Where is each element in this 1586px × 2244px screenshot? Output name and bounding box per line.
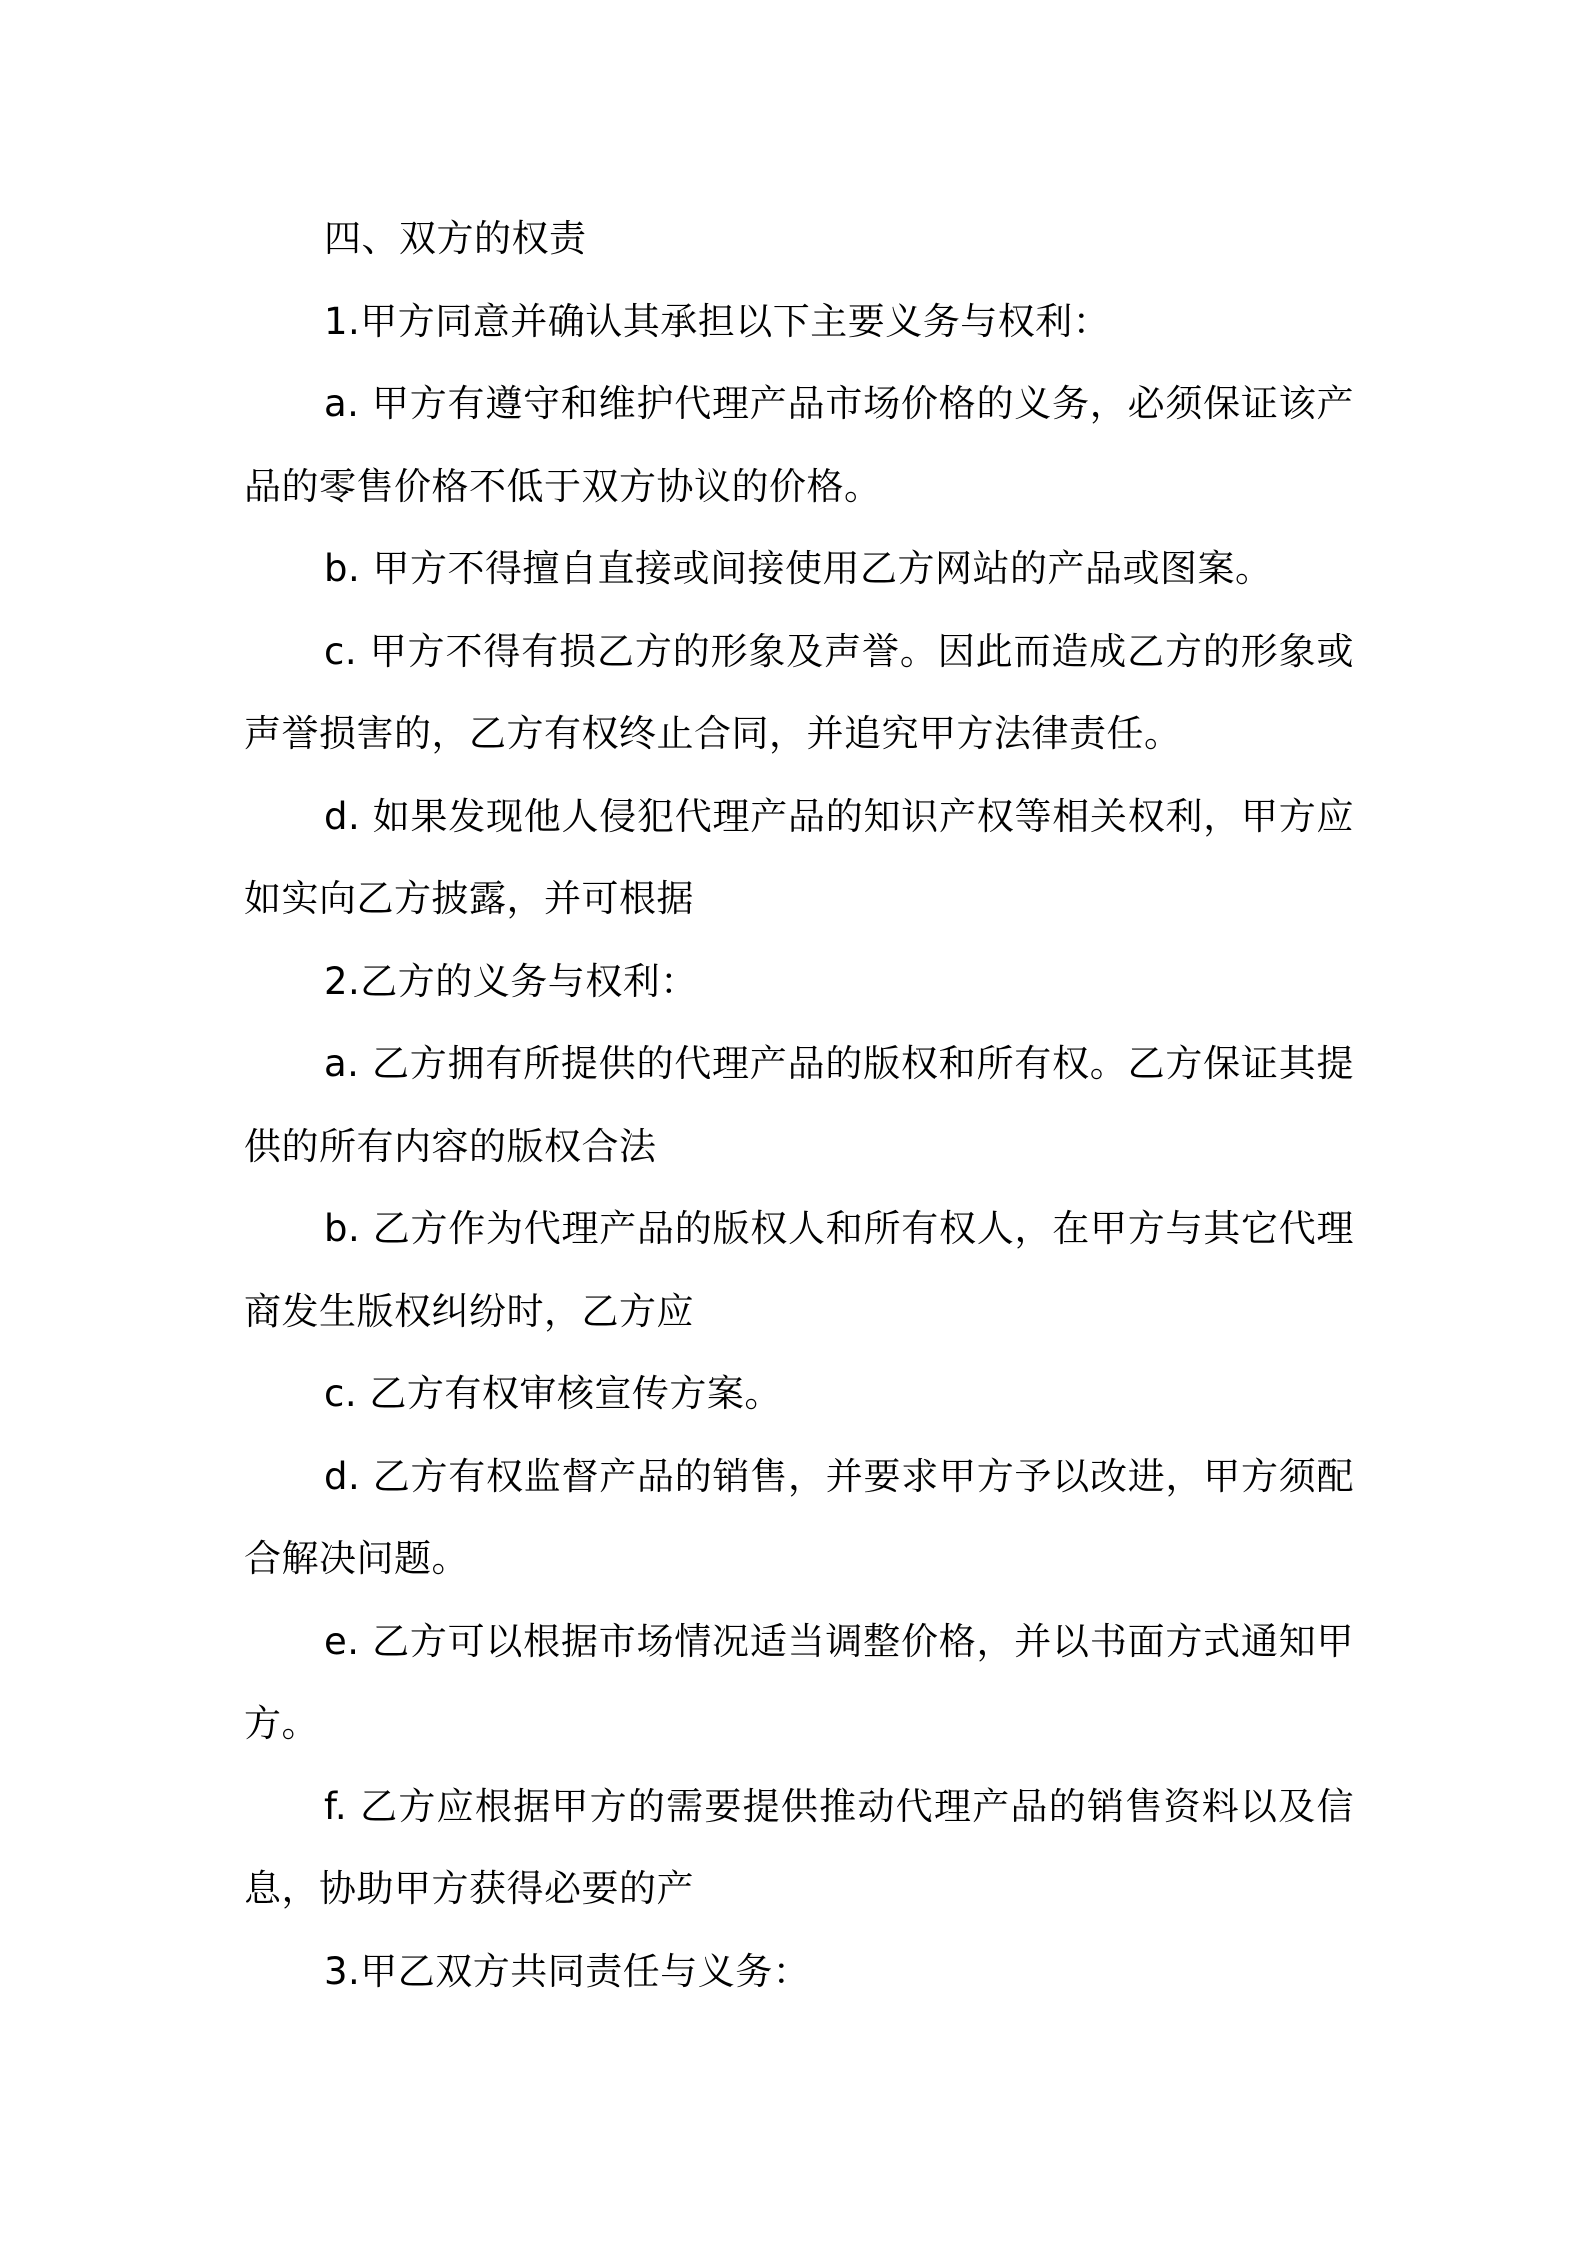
clause-1a: a. 甲方有遵守和维护代理产品市场价格的义务，必须保证该产品的零售价格不低于双方协议的价格。	[244, 382, 1354, 508]
section-2-title: 2.乙方的义务与权利：	[324, 959, 698, 1003]
clause-2c: c. 乙方有权审核宣传方案。	[324, 1372, 782, 1415]
section-1-title: 1.甲方同意并确认其承担以下主要义务与权利：	[324, 299, 1111, 343]
clause-2f: f. 乙方应根据甲方的需要提供推动代理产品的销售资料以及信息，协助甲方获得必要的产	[244, 1784, 1354, 1910]
section-3-title: 3.甲乙双方共同责任与义务：	[324, 1949, 811, 1993]
clause-2b: b. 乙方作为代理产品的版权人和所有权人，在甲方与其它代理商发生版权纠纷时，乙方应	[244, 1207, 1354, 1333]
clause-1c: c. 甲方不得有损乙方的形象及声誉。因此而造成乙方的形象或声誉损害的，乙方有权终止合同，并追究甲方法律责任。	[244, 629, 1354, 755]
clause-1b: b. 甲方不得擅自直接或间接使用乙方网站的产品或图案。	[324, 547, 1273, 590]
clause-2e: e. 乙方可以根据市场情况适当调整价格，并以书面方式通知甲方。	[244, 1619, 1354, 1745]
clause-1d: d. 如果发现他人侵犯代理产品的知识产权等相关权利，甲方应如实向乙方披露，并可根据	[244, 794, 1354, 920]
clause-2d: d. 乙方有权监督产品的销售，并要求甲方予以改进，甲方须配合解决问题。	[244, 1454, 1354, 1580]
section-heading: 四、双方的权责	[324, 217, 587, 260]
clause-2a: a. 乙方拥有所提供的代理产品的版权和所有权。乙方保证其提供的所有内容的版权合法	[244, 1042, 1354, 1168]
document-body	[244, 198, 1354, 2013]
